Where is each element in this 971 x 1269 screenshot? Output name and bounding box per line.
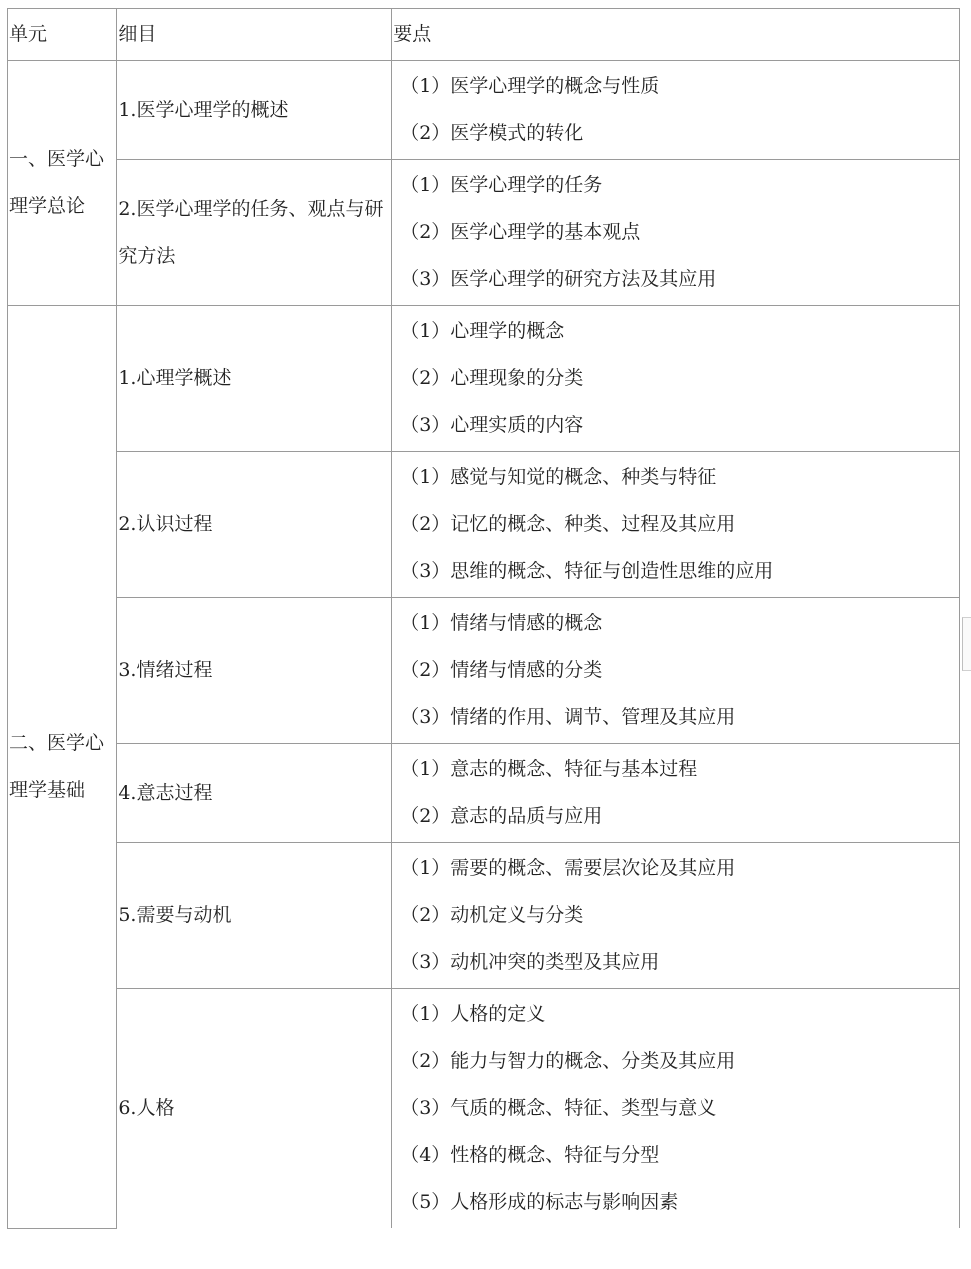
point-item: （1）心理学的概念 bbox=[400, 320, 565, 342]
point-item: （1）医学心理学的任务 bbox=[400, 174, 603, 196]
table-row bbox=[8, 61, 960, 160]
item-title: 5.需要与动机 bbox=[118, 904, 232, 926]
item-cell bbox=[117, 61, 392, 160]
points-cell bbox=[392, 744, 960, 843]
points-cell bbox=[392, 452, 960, 598]
table-row bbox=[8, 744, 960, 843]
point-item: （1）医学心理学的概念与性质 bbox=[400, 75, 660, 97]
point-item: （3）思维的概念、特征与创造性思维的应用 bbox=[400, 560, 774, 582]
item-title: 2.认识过程 bbox=[118, 513, 213, 535]
points-cell bbox=[392, 306, 960, 452]
table-body bbox=[8, 9, 960, 1229]
point-item: （2）记忆的概念、种类、过程及其应用 bbox=[400, 513, 736, 535]
point-item: （1）需要的概念、需要层次论及其应用 bbox=[400, 857, 736, 879]
point-item: （1）感觉与知觉的概念、种类与特征 bbox=[400, 466, 717, 488]
point-item: （1）人格的定义 bbox=[400, 1003, 546, 1025]
syllabus-table bbox=[7, 8, 960, 1229]
point-item: （3）情绪的作用、调节、管理及其应用 bbox=[400, 706, 736, 728]
points-cell bbox=[392, 160, 960, 306]
table-row bbox=[8, 160, 960, 306]
table-row bbox=[8, 843, 960, 989]
point-item: （2）医学模式的转化 bbox=[400, 122, 584, 144]
point-item: （5）人格形成的标志与影响因素 bbox=[400, 1191, 679, 1213]
point-item: （2）动机定义与分类 bbox=[400, 904, 584, 926]
points-cell bbox=[392, 843, 960, 989]
points-cell bbox=[392, 989, 960, 1229]
header-points: 要点 bbox=[392, 9, 960, 61]
point-item: （3）医学心理学的研究方法及其应用 bbox=[400, 268, 717, 290]
point-item: （1）情绪与情感的概念 bbox=[400, 612, 603, 634]
unit-cell bbox=[8, 61, 117, 306]
item-cell bbox=[117, 452, 392, 598]
unit-cell bbox=[8, 306, 117, 1229]
item-title: 1.心理学概述 bbox=[118, 367, 232, 389]
item-title: 2.医学心理学的任务、观点与研究方法 bbox=[118, 197, 384, 267]
item-cell bbox=[117, 598, 392, 744]
item-title: 4.意志过程 bbox=[118, 781, 213, 804]
item-title: 1.医学心理学的概述 bbox=[118, 98, 289, 121]
point-item: （2）医学心理学的基本观点 bbox=[400, 221, 641, 243]
points-cell bbox=[392, 598, 960, 744]
point-item: （2）心理现象的分类 bbox=[400, 367, 584, 389]
table-row bbox=[8, 452, 960, 598]
unit-name: 二、医学心理学基础 bbox=[9, 731, 105, 801]
item-cell bbox=[117, 744, 392, 843]
point-item: （1）意志的概念、特征与基本过程 bbox=[400, 758, 698, 780]
header-row bbox=[8, 9, 960, 61]
point-item: （3）动机冲突的类型及其应用 bbox=[400, 951, 660, 973]
table-row bbox=[8, 306, 960, 452]
point-item: （4）性格的概念、特征与分型 bbox=[400, 1144, 660, 1166]
item-title: 6.人格 bbox=[118, 1097, 175, 1119]
table-row bbox=[8, 989, 960, 1229]
header-unit: 单元 bbox=[8, 9, 117, 61]
point-item: （2）情绪与情感的分类 bbox=[400, 659, 603, 681]
point-item: （3）心理实质的内容 bbox=[400, 414, 584, 436]
point-item: （2）意志的品质与应用 bbox=[400, 805, 603, 827]
page-edge-marker bbox=[962, 617, 971, 671]
points-cell bbox=[392, 61, 960, 160]
unit-name: 一、医学心理学总论 bbox=[9, 148, 105, 217]
table-row bbox=[8, 598, 960, 744]
point-item: （3）气质的概念、特征、类型与意义 bbox=[400, 1097, 717, 1119]
item-cell bbox=[117, 989, 392, 1229]
item-cell bbox=[117, 160, 392, 306]
header-item: 细目 bbox=[117, 9, 392, 61]
item-title: 3.情绪过程 bbox=[118, 659, 213, 681]
point-item: （2）能力与智力的概念、分类及其应用 bbox=[400, 1050, 736, 1072]
item-cell bbox=[117, 843, 392, 989]
item-cell bbox=[117, 306, 392, 452]
